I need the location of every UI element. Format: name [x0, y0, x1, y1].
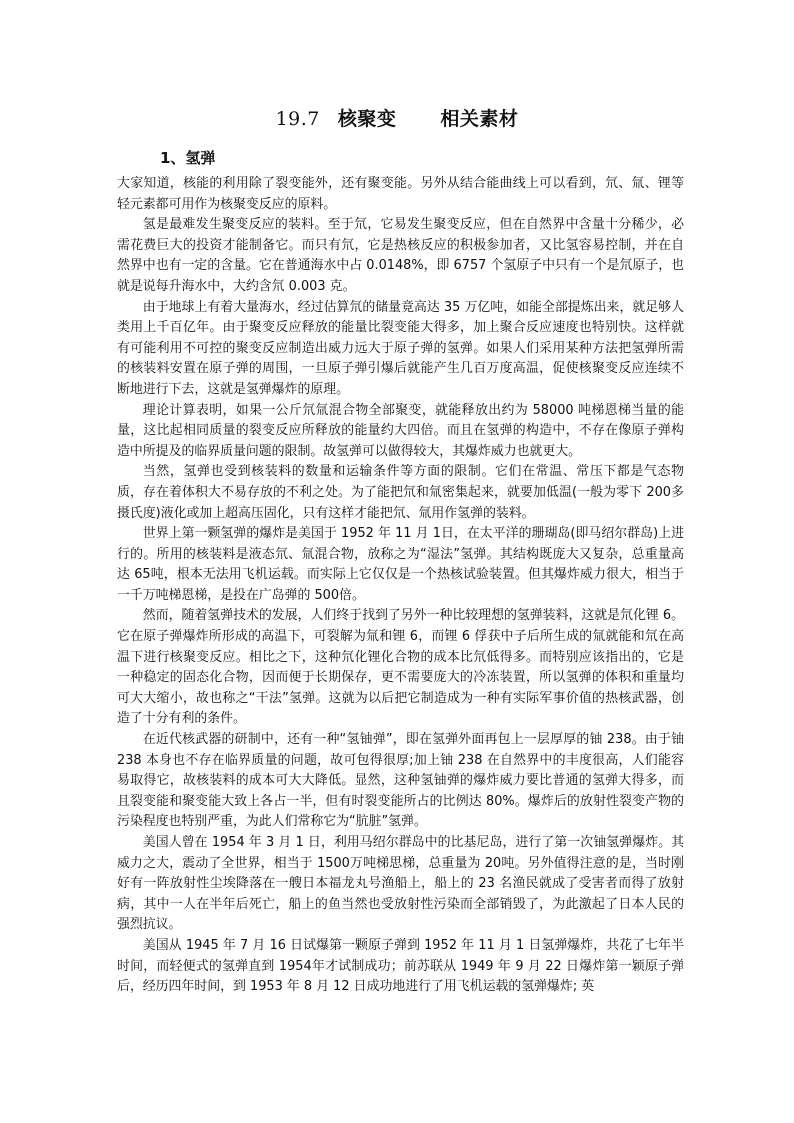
title-main: 核聚变 — [337, 108, 397, 130]
paragraph: 然而，随着氢弹技术的发展，人们终于找到了另外一种比较理想的氢弹装料，这就是氘化锂 6。它在原子弹爆炸所形成的高温下，可裂解为氚和锂 6，而锂 6 俘获中子后所生成的氚就能和氘在高温下进行核聚变反应。相比之下，这种氘化锂化合物的成本比氘低得多。而特别应该指出的，它是一种稳定的固态化合物，因而便于长期保存，更不需要庞大的冷冻装置，所以氢弹的体积和重量均可大大缩小，故也称之“干法”氢弹。这就为以后把它制造成为一种有实际军事价值的热核武器，创造了十分有利的条件。 — [117, 608, 684, 727]
paragraph: 理论计算表明，如果一公斤氘氚混合物全部聚变，就能释放出约为 58000 吨梯恩梯当量的能量，这比起相同质量的裂变反应所释放的能量约大四倍。而且在氢弹的构造中，不存在像原子弹构造中所提及的临界质量问题的限制。故氢弹可以做得较大，其爆炸威力也就更大。 — [117, 402, 684, 459]
title-number: 19.7 — [275, 108, 320, 130]
paragraph: 氢是最难发生聚变反应的装料。至于氘，它易发生聚变反应，但在自然界中含量十分稀少，必需花费巨大的投资才能制备它。而只有氘，它是热核反应的积极参加者，又比氢容易控制，并在自然界中也有一定的含量。它在普通海水中占 0.0148%，即 6757 个氢原子中只有一个是氘原子，也就是说每升海水中，大约含氘 0.003 克。 — [117, 217, 684, 294]
paragraph: 由于地球上有着大量海水，经过估算氘的储量竟高达 35 万亿吨，如能全部提炼出来，就足够人类用上千百亿年。由于聚变反应释放的能量比裂变能大得多，加上聚合反应速度也特别快。这样就有可能利用不可控的聚变反应制造出威力远大于原子弹的氢弹。如果人们采用某种方法把氢弹所需的核装料安置在原子弹的周围，一旦原子弹引爆后就能产生几百万度高温，促使核聚变反应连续不断地进行下去，这就是氢弹爆炸的原理。 — [117, 299, 684, 397]
paragraph: 在近代核武器的研制中，还有一种“氢铀弹”，即在氢弹外面再包上一层厚厚的铀 238。由于铀 238 本身也不存在临界质量的问题，故可包得很厚;加上铀 238 在自然界中的丰度很高，人们能容易取得它，故核装料的成本可大大降低。显然，这种氢铀弹的爆炸威力要比普通的氢弹大得多，而且裂变能和聚变能大致上各占一半，但有时裂变能所占的比例达 80%。爆炸后的放射性裂变产物的污染程度也特别严重，为此人们常称它为“肮脏”氢弹。 — [117, 732, 684, 830]
page-title — [0, 104, 794, 131]
paragraph: 大家知道，核能的利用除了裂变能外，还有聚变能。另外从结合能曲线上可以看到，氘、氚、锂等轻元素都可用作为核聚变反应的原料。 — [117, 176, 684, 212]
paragraph: 美国从 1945 年 7 月 16 日试爆第一颗原子弹到 1952 年 11 月 1 日氢弹爆炸，共花了七年半时间，而轻便式的氢弹直到 1954年才试制成功；前苏联从 1949 年 9 月 22 日爆炸第一颖原子弹后，经历四年时间，到 1953 年 8 月 12 日成功地进行了用飞机运载的氢弹爆炸; 英 — [117, 937, 684, 995]
paragraph: 当然，氢弹也受到核装料的数量和运输条件等方面的限制。它们在常温、常压下都是气态物质，存在着体积大不易存放的不利之处。为了能把氘和氚密集起来，就要加低温(一般为零下 200多摄氏度)液化或加上超高压固化，只有这样才能把氘、氚用作氢弹的装料。 — [117, 464, 684, 521]
title-sub: 相关素材 — [440, 108, 519, 130]
body-text — [117, 174, 684, 998]
paragraph: 世界上第一颗氢弹的爆炸是美国于 1952 年 11 月 1日，在太平洋的珊瑚岛(即马绍尔群岛)上进行的。所用的核装料是液态氘、氚混合物，放称之为“湿法”氢弹。其结构既庞大又复杂，总重量高达 65吨，根本无法用飞机运载。而实际上它仅仅是一个热核试验装置。但其爆炸威力很大，相当于一千万吨梯恩梯，是投在广岛弹的 500倍。 — [117, 526, 684, 603]
section-heading: 1、氢弹 — [160, 149, 216, 167]
paragraph: 美国人曾在 1954 年 3 月 1 日，利用马绍尔群岛中的比基尼岛，进行了第一次铀氢弹爆炸。其威力之大，震动了全世界，相当于 1500万吨梯思梯，总重量为 20吨。另外值得注意的是，当时刚好有一阵放射性尘埃降落在一艘日本福龙丸号渔船上，船上的 23 名渔民就成了受害者而得了放射病，其中一人在半年后死亡，船上的鱼当然也受放射性污染而全部销毁了，为此激起了日本人民的强烈抗议。 — [117, 835, 684, 933]
